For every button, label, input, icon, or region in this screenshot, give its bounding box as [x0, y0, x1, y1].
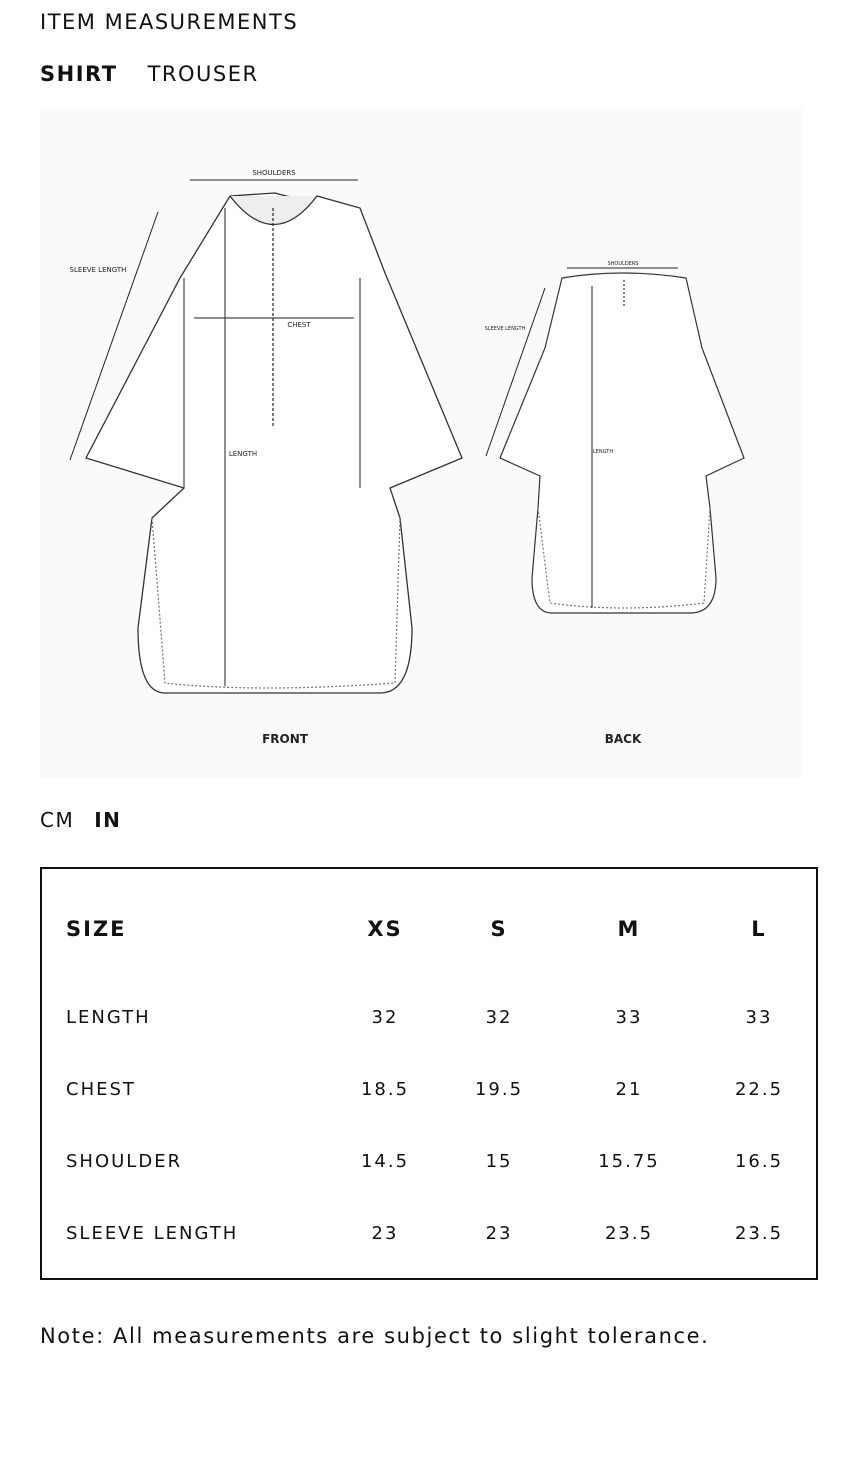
- table-cell: 23.5: [734, 1222, 784, 1244]
- front-sleeve-length-label: SLEEVE LENGTH: [69, 266, 127, 274]
- front-shoulders-label: SHOULDERS: [252, 169, 296, 177]
- table-cell: 32: [485, 1006, 513, 1028]
- tab-shirt[interactable]: SHIRT: [40, 62, 118, 86]
- table-cell: 23: [371, 1222, 399, 1244]
- header-l: L: [751, 917, 767, 941]
- unit-cm[interactable]: CM: [40, 808, 75, 832]
- table-cell: 15: [485, 1150, 513, 1172]
- size-chart: [40, 867, 818, 1280]
- header-s: S: [490, 917, 508, 941]
- row-label: SHOULDER: [66, 1150, 183, 1172]
- header-xs: XS: [367, 917, 403, 941]
- back-shoulders-label: SHOULDERS: [607, 261, 639, 267]
- unit-in[interactable]: IN: [94, 808, 122, 832]
- front-caption: FRONT: [262, 732, 308, 746]
- garment-tabs: [40, 62, 259, 86]
- tab-trouser[interactable]: TROUSER: [147, 62, 259, 86]
- back-caption: BACK: [604, 732, 642, 746]
- table-row: [42, 981, 816, 1053]
- tolerance-note: Note: All measurements are subject to slight tolerance.: [40, 1324, 710, 1348]
- measurement-diagram: [40, 108, 802, 778]
- table-row: [42, 1053, 816, 1125]
- front-chest-label: CHEST: [287, 321, 311, 329]
- front-length-label: LENGTH: [228, 450, 258, 458]
- measurement-diagram-svg: [40, 108, 802, 778]
- table-cell: 16.5: [734, 1150, 784, 1172]
- header-m: M: [617, 917, 641, 941]
- unit-toggle: [40, 808, 121, 832]
- table-cell: 23: [485, 1222, 513, 1244]
- row-label: SLEEVE LENGTH: [66, 1222, 239, 1244]
- back-sleeve-length-label: SLEEVE LENGTH: [484, 326, 526, 332]
- row-label: CHEST: [66, 1078, 136, 1100]
- header-size: SIZE: [66, 917, 127, 941]
- table-cell: 18.5: [360, 1078, 410, 1100]
- table-cell: 15.75: [598, 1150, 660, 1172]
- row-label: LENGTH: [66, 1006, 151, 1028]
- table-cell: 23.5: [604, 1222, 654, 1244]
- table-cell: 14.5: [360, 1150, 410, 1172]
- table-cell: 21: [615, 1078, 643, 1100]
- page-title: ITEM MEASUREMENTS: [40, 10, 299, 34]
- size-chart-header-row: [42, 905, 816, 981]
- table-cell: 33: [615, 1006, 643, 1028]
- back-length-label: LENGTH: [592, 449, 614, 455]
- table-cell: 32: [371, 1006, 399, 1028]
- table-cell: 33: [745, 1006, 773, 1028]
- size-chart-table: [42, 905, 816, 1269]
- table-row: [42, 1197, 816, 1269]
- table-row: [42, 1125, 816, 1197]
- table-cell: 22.5: [734, 1078, 784, 1100]
- table-cell: 19.5: [474, 1078, 524, 1100]
